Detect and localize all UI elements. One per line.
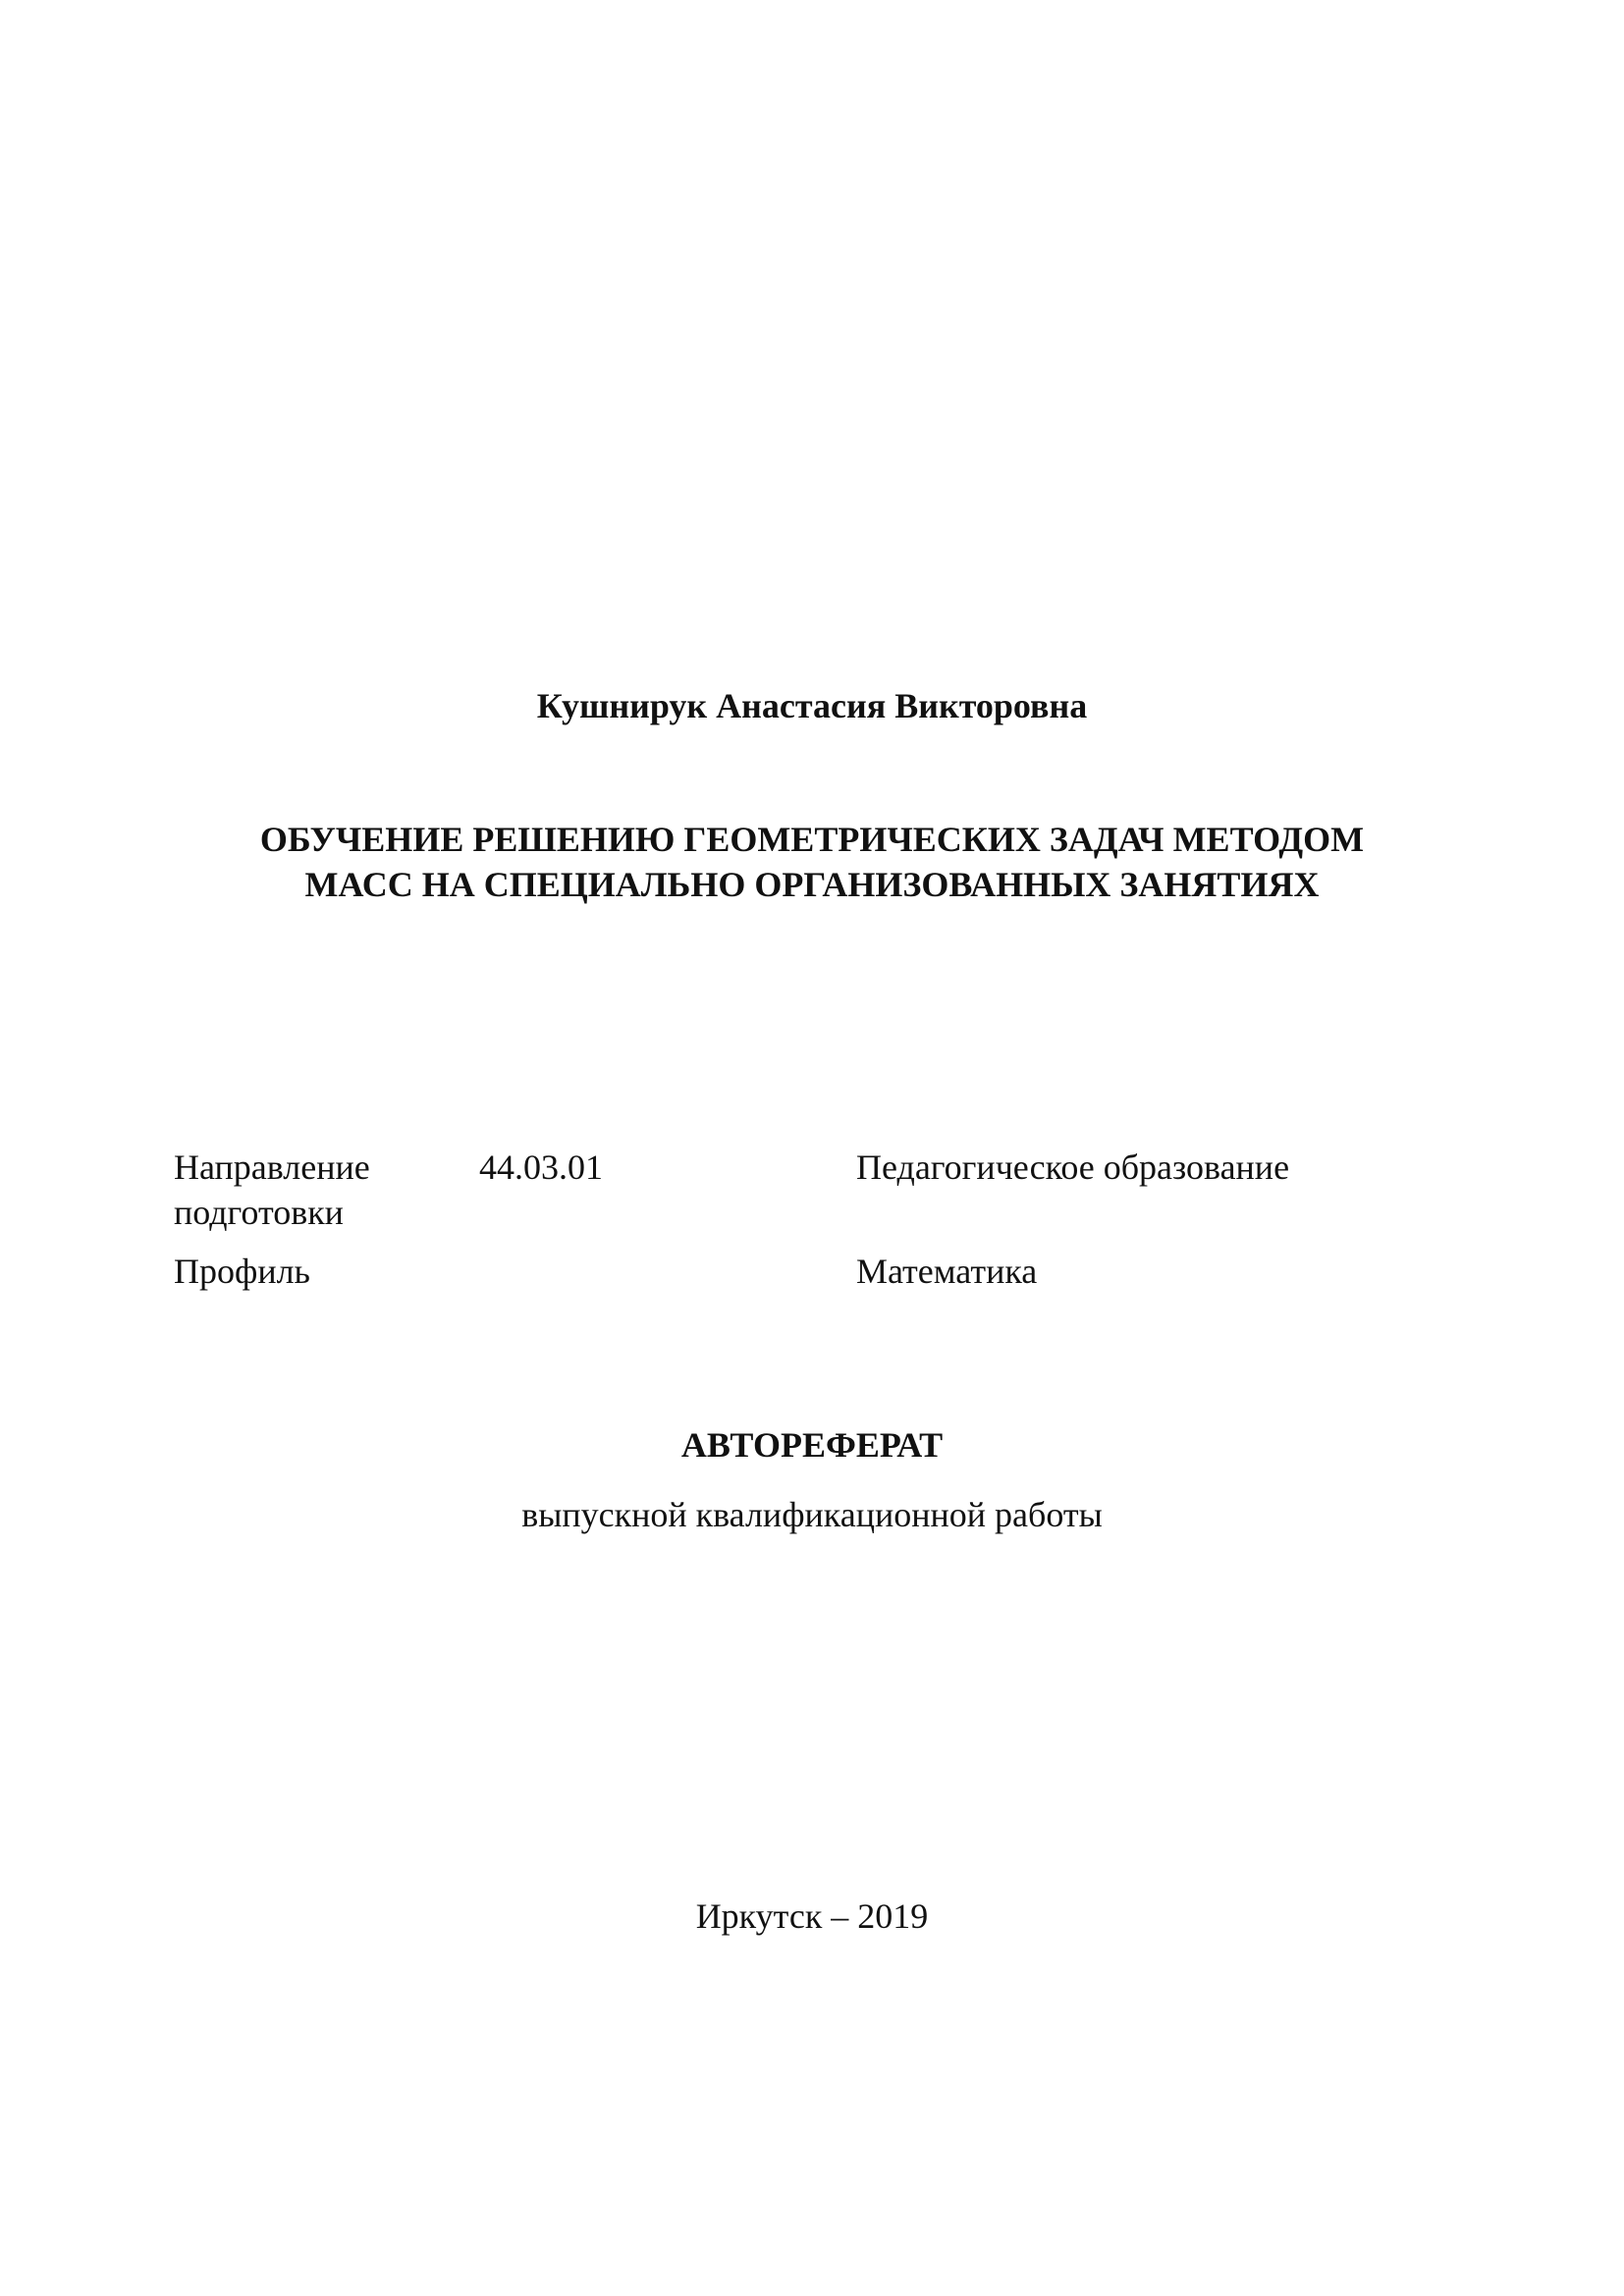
direction-code: 44.03.01 (479, 1148, 603, 1187)
direction-label-line-1: Направление (174, 1148, 370, 1187)
thesis-title-line-1: ОБУЧЕНИЕ РЕШЕНИЮ ГЕОМЕТРИЧЕСКИХ ЗАДАЧ МЕТОДОМ (259, 820, 1365, 859)
profile-name: Математика (856, 1252, 1038, 1291)
thesis-title (0, 817, 1624, 907)
document-subtitle: выпускной квалификационной работы (521, 1495, 1103, 1534)
direction-name: Педагогическое образование (856, 1148, 1290, 1187)
direction-label-line-2: подготовки (174, 1193, 344, 1232)
place-and-year: Иркутск – 2019 (695, 1896, 929, 1936)
author-name: Кушнирук Анастасия Викторовна (536, 686, 1088, 725)
profile-label: Профиль (174, 1252, 310, 1291)
document-type-heading: АВТОРЕФЕРАТ (680, 1425, 944, 1465)
thesis-title-line-2: МАСС НА СПЕЦИАЛЬНО ОРГАНИЗОВАННЫХ ЗАНЯТИЯХ (304, 865, 1320, 904)
